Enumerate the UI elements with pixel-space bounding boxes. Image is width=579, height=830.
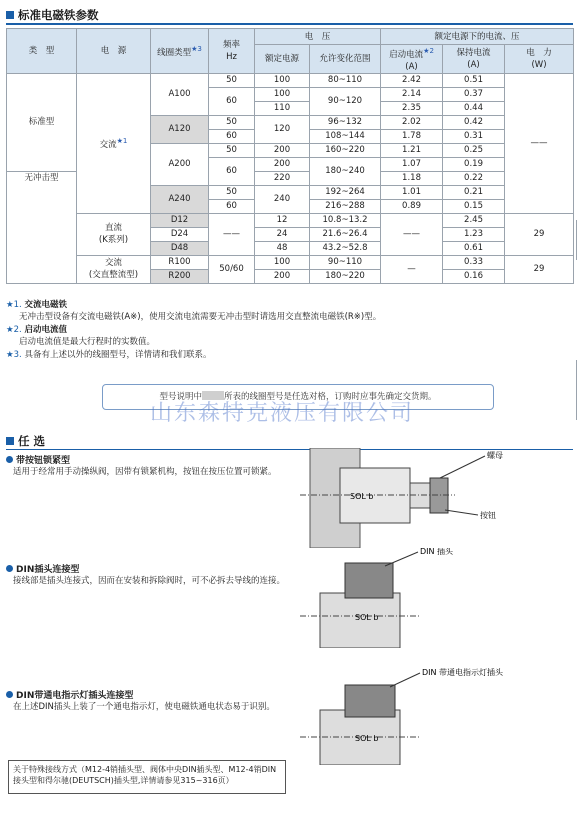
din-plug-label: DIN 插头 [420,548,454,556]
type-standard: 标准型 [7,73,77,171]
table-cell: 80~110 [310,73,381,87]
header-allow-range: 允许变化范围 [310,45,381,74]
table-cell: 12 [255,213,310,227]
table-cell: 0.16 [443,269,505,283]
table-cell: 10.8~13.2 [310,213,381,227]
table-cell: 1.78 [381,129,443,143]
table-cell: 2.42 [381,73,443,87]
table-cell: 90~110 [310,255,381,269]
note-3: ★3. 具备有上述以外的线圈型号，详情请和我们联系。 [6,350,212,360]
table-cell: 240 [255,185,310,213]
table-cell: 2.45 [443,213,505,227]
nut-label: 螺母 [487,451,503,460]
table-cell: 21.6~26.4 [310,227,381,241]
watermark: 山东森特克液压有限公司 [150,401,415,426]
power-w-r: 29 [505,255,574,283]
sol-label: SOL b [350,492,374,501]
section-title-standard: 标准电磁铁参数 [6,7,99,23]
table-cell: 100 [255,87,310,101]
table-cell: 180~240 [310,157,381,185]
header-current-group: 额定电源下的电流、压 [381,29,574,45]
table-cell: 50 [209,185,255,199]
power-acr: 交流 (交直整流型) [77,255,151,283]
table-cell: 100 [255,73,310,87]
coil-d12: D12 [151,213,209,227]
square-bullet-icon [6,11,14,19]
header-type: 类 型 [7,29,77,74]
table-cell: 60 [209,199,255,213]
type-no-shock: 无冲击型 [7,171,77,283]
power-dc: 直流 (K系列) [77,213,151,255]
page-edge-mark [576,360,577,420]
table-cell: 220 [255,171,310,185]
table-cell: 1.23 [443,227,505,241]
table-cell: 110 [255,101,310,115]
table-cell: 60 [209,129,255,143]
note-1: ★1. 交流电磁铁 [6,300,67,310]
header-start-current: 启动电流$^{★2}$ (A) [381,45,443,74]
table-cell: 0.42 [443,115,505,129]
table-cell: 0.33 [443,255,505,269]
table-cell: 2.02 [381,115,443,129]
start-r: — [381,255,443,283]
table-cell: 200 [255,143,310,157]
table-cell: 48 [255,241,310,255]
sol-label: SOL b [355,734,379,743]
table-cell: 1.21 [381,143,443,157]
note-2-text: 启动电流值是最大行程时的实数值。 [19,337,156,347]
table-cell: 90~120 [310,87,381,115]
coil-a100: A100 [151,73,209,115]
coil-a240: A240 [151,185,209,213]
table-cell: 0.22 [443,171,505,185]
din-lamp-plug-illustration [300,665,530,765]
table-cell: 0.51 [443,73,505,87]
table-cell: 1.18 [381,171,443,185]
sol-label: SOL b [355,613,379,622]
table-cell: 192~264 [310,185,381,199]
footnote-box: 关于特殊接线方式（M12-4销插头型、阀体中央DIN插头型、M12-4销DIN接头型和得尔驰(DEUTSCH)插头型,详情请参见315~316页） [8,760,286,794]
section-title-options: 任 选 [6,433,45,449]
table-cell: 0.25 [443,143,505,157]
table-cell: 24 [255,227,310,241]
option-3-desc: 在上述DIN插头上装了一个通电指示灯，使电磁铁通电状态易于识别。 [13,702,275,712]
header-freq: 频率 Hz [209,29,255,74]
header-power-w: 电 力 (W) [505,45,574,74]
table-cell: 1.01 [381,185,443,199]
table-cell: 2.35 [381,101,443,115]
option-3-title: DIN带通电指示灯插头连接型 [6,688,133,701]
power-w-ac: —— [505,73,574,213]
freq-r: 50/60 [209,255,255,283]
coil-note-banner: 型号说明中 所表的线圈型号是任选对格，订购时应事先确定交货期。 [102,384,494,410]
title-rule [6,23,573,25]
table-cell: 0.44 [443,101,505,115]
coil-d48: D48 [151,241,209,255]
table-cell: 50 [209,143,255,157]
table-cell: 108~144 [310,129,381,143]
table-cell: 0.19 [443,157,505,171]
table-cell: 2.14 [381,87,443,101]
coil-a120: A120 [151,115,209,143]
note-2: ★2. 启动电流值 [6,325,67,335]
table-cell: 0.61 [443,241,505,255]
table-cell: 160~220 [310,143,381,157]
din-lamp-plug-label: DIN 带通电指示灯插头 [422,668,504,677]
header-voltage: 电 压 [255,29,381,45]
coil-r200: R200 [151,269,209,283]
option-2-desc: 接线部是插头连接式，因而在安装和拆除阀时，可不必拆去导线的连接。 [13,576,286,586]
coil-d24: D24 [151,227,209,241]
table-cell: 216~288 [310,199,381,213]
power-w-dc: 29 [505,213,574,255]
din-plug-illustration [300,548,530,648]
table-cell: 0.31 [443,129,505,143]
header-rated-voltage: 额定电源 [255,45,310,74]
coil-r100: R100 [151,255,209,269]
option-1-title: 带按钮锁紧型 [6,453,70,466]
start-dc: —— [381,213,443,255]
power-ac: 交流$^{★1}$ [77,73,151,213]
bullet-icon [6,565,13,572]
table-cell: 120 [255,115,310,143]
square-bullet-icon [6,437,14,445]
table-cell: 200 [255,157,310,171]
table-cell: 50 [209,73,255,87]
header-power: 电 源 [77,29,151,74]
button-label: 按钮 [480,511,496,520]
option-2-title: DIN插头连接型 [6,562,79,575]
table-cell: 100 [255,255,310,269]
table-cell: 0.21 [443,185,505,199]
table-cell: 60 [209,157,255,185]
page-edge-mark [576,220,577,260]
table-cell: 0.15 [443,199,505,213]
header-hold-current: 保持电流 (A) [443,45,505,74]
table-cell: 0.89 [381,199,443,213]
bullet-icon [6,456,13,463]
table-cell: 180~220 [310,269,381,283]
table-cell: 96~132 [310,115,381,129]
freq-dc: —— [209,213,255,255]
table-cell: 50 [209,115,255,129]
bullet-icon [6,691,13,698]
table-cell: 200 [255,269,310,283]
table-cell: 1.07 [381,157,443,171]
spec-table [6,28,574,284]
coil-a200: A200 [151,143,209,185]
table-cell: 43.2~52.8 [310,241,381,255]
lock-button-solenoid-illustration [300,448,530,548]
option-1-desc: 适用于经常用手动操纵阀，因带有锁紧机构，按钮在按压位置可锁紧。 [13,467,277,477]
table-cell: 0.37 [443,87,505,101]
table-cell: 60 [209,87,255,115]
header-coil: 线圈类型$^{★3}$ [151,29,209,74]
note-1-text: 无冲击型设备有交流电磁铁(A※)，使用交流电流需要无冲击型时请选用交直整流电磁铁(R※)型。 [19,312,382,322]
